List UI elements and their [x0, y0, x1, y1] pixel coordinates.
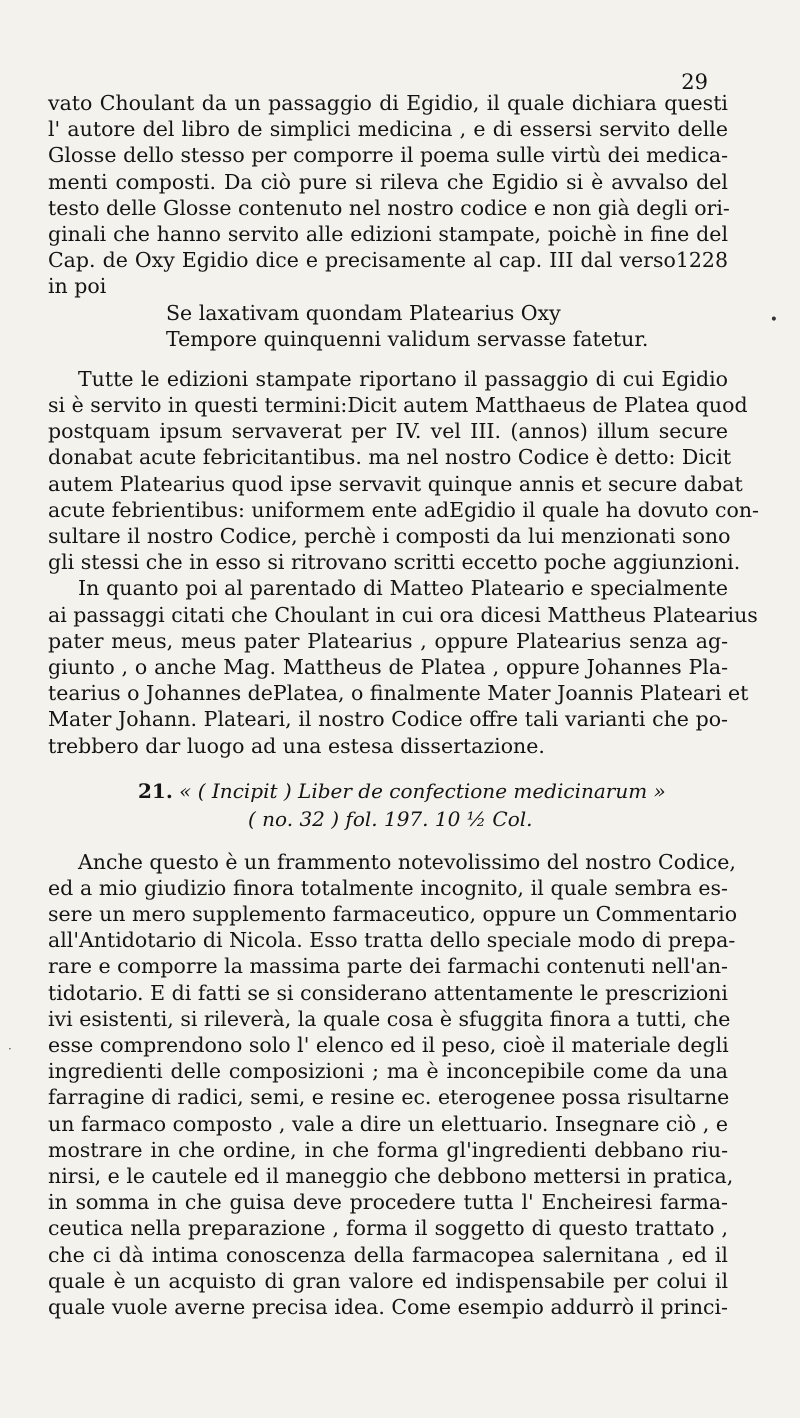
text-line: quale è un acquisto di gran valore ed indispensabile per colui il	[48, 1268, 728, 1293]
text-line: gli stessi che in esso si ritrovano scritti eccetto poche aggiunzioni.	[48, 550, 741, 575]
text-line: Anche questo è un frammento notevolissimo del nostro Codice,	[78, 849, 736, 874]
heading-line-1	[48, 777, 728, 805]
paragraph-1	[48, 90, 728, 300]
paragraph-3	[48, 575, 758, 758]
text-line: pater meus, meus pater Platearius , oppure Platearius senza ag-	[48, 628, 728, 653]
text-line: farragine di radici, semi, e resine ec. eterogenee possa risultarne	[48, 1085, 730, 1110]
paragraph-2	[48, 366, 759, 576]
text-line: un farmaco composto , vale a dire un elettuario. Insegnare ciò , e	[48, 1111, 728, 1136]
text-line: ed a mio giudizio finora totalmente incognito, il quale sembra es-	[48, 875, 728, 900]
text-line: vato Choulant da un passaggio di Egidio, il quale dichiara questi	[48, 91, 728, 115]
text-line: tidotario. E di fatti se si considerano attentamente le prescrizioni	[48, 980, 728, 1005]
text-line: tearius o Johannes dePlatea, o finalmente Mater Joannis Plateari et	[48, 681, 749, 706]
text-line: in poi	[48, 274, 107, 299]
text-line: in somma in che guisa deve procedere tutta l' Encheiresi farma-	[48, 1190, 728, 1215]
text-line: ingredienti delle composizioni ; ma è inconcepibile come da una	[48, 1059, 728, 1084]
text-line: all'Antidotario di Nicola. Esso tratta dello speciale modo di prepa-	[48, 928, 736, 953]
text-line: sultare il nostro Codice, perchè i composti da lui menzionati sono	[48, 524, 731, 548]
text-line: si è servito in questi termini:Dicit autem Matthaeus de Platea quod	[48, 393, 748, 418]
text-line: acute febrientibus: uniformem ente adEgidio il quale ha dovuto con-	[48, 497, 759, 522]
section-title: « ( Incipit ) Liber de confectione medicinarum »	[179, 778, 666, 803]
text-line: In quanto poi al parentado di Matteo Plateario e specialmente	[78, 576, 728, 601]
section-number: 21.	[138, 778, 173, 803]
text-line: Tutte le edizioni stampate riportano il passaggio di cui Egidio	[78, 366, 728, 391]
text-block	[48, 90, 759, 1320]
text-line: quale vuole averne precisa idea. Come esempio addurrò il princi-	[48, 1294, 728, 1319]
text-line: nirsi, e le cautele ed il maneggio che debbono mettersi in pratica,	[48, 1163, 734, 1188]
text-line: ginali che hanno servito alle edizioni stampate, poichè in fine del	[48, 221, 728, 246]
text-line: testo delle Glosse contenuto nel nostro codice e non già degli ori-	[48, 195, 730, 220]
text-line: giunto , o anche Mag. Mattheus de Platea , oppure Johannes Pla-	[48, 654, 728, 679]
verse-line: Se laxativam quondam Platearius Oxy	[166, 300, 561, 325]
text-line: ceutica nella preparazione , forma il soggetto di questo trattato ,	[48, 1216, 728, 1241]
text-line: l' autore del libro de simplici medicina , e di essersi servito delle	[48, 117, 728, 142]
margin-mark: •	[769, 312, 778, 328]
text-line: postquam ipsum servaverat per IV. vel III. (annos) illum secure	[48, 419, 728, 444]
text-line: mostrare in che ordine, in che forma gl'ingredienti debbano riu-	[48, 1137, 728, 1162]
text-line: rare e comporre la massima parte dei farmachi contenuti nell'an-	[48, 954, 728, 979]
text-line: donabat acute febricitantibus. ma nel nostro Codice è detto: Dicit	[48, 445, 732, 470]
text-line: Glosse dello stesso per comporre il poema sulle virtù dei medica-	[48, 143, 728, 168]
text-line: autem Platearius quod ipse servavit quinque annis et secure dabat	[48, 471, 743, 496]
text-line: esse comprendono solo l' elenco ed il peso, cioè il materiale degli	[48, 1033, 729, 1057]
text-line: Cap. de Oxy Egidio dice e precisamente al cap. III dal verso1228	[48, 248, 728, 273]
text-line: sere un mero supplemento farmaceutico, oppure un Commentario	[48, 902, 738, 927]
text-line: che ci dà intima conoscenza della farmacopea salernitana , ed il	[48, 1242, 728, 1267]
verse-quote	[48, 300, 728, 352]
verse-line: Tempore quinquenni validum servasse fatetur.	[166, 326, 649, 351]
heading-line-2: ( no. 32 ) fol. 197. 10 ½ Col.	[248, 806, 533, 831]
text-line: ai passaggi citati che Choulant in cui ora dicesi Mattheus Platearius	[48, 602, 758, 627]
section-heading	[48, 777, 728, 833]
text-line: trebbero dar luogo ad una estesa dissertazione.	[48, 733, 545, 758]
text-line: ivi esistenti, si rileverà, la quale cosa è sfuggita finora a tutti, che	[48, 1006, 731, 1031]
text-line: Mater Johann. Plateari, il nostro Codice offre tali varianti che po-	[48, 707, 728, 732]
text-line: menti composti. Da ciò pure si rileva che Egidio si è avvalso del	[48, 169, 728, 194]
paragraph-4	[48, 849, 738, 1320]
page-number: 29	[681, 70, 708, 94]
margin-dot: ·	[8, 1042, 12, 1056]
